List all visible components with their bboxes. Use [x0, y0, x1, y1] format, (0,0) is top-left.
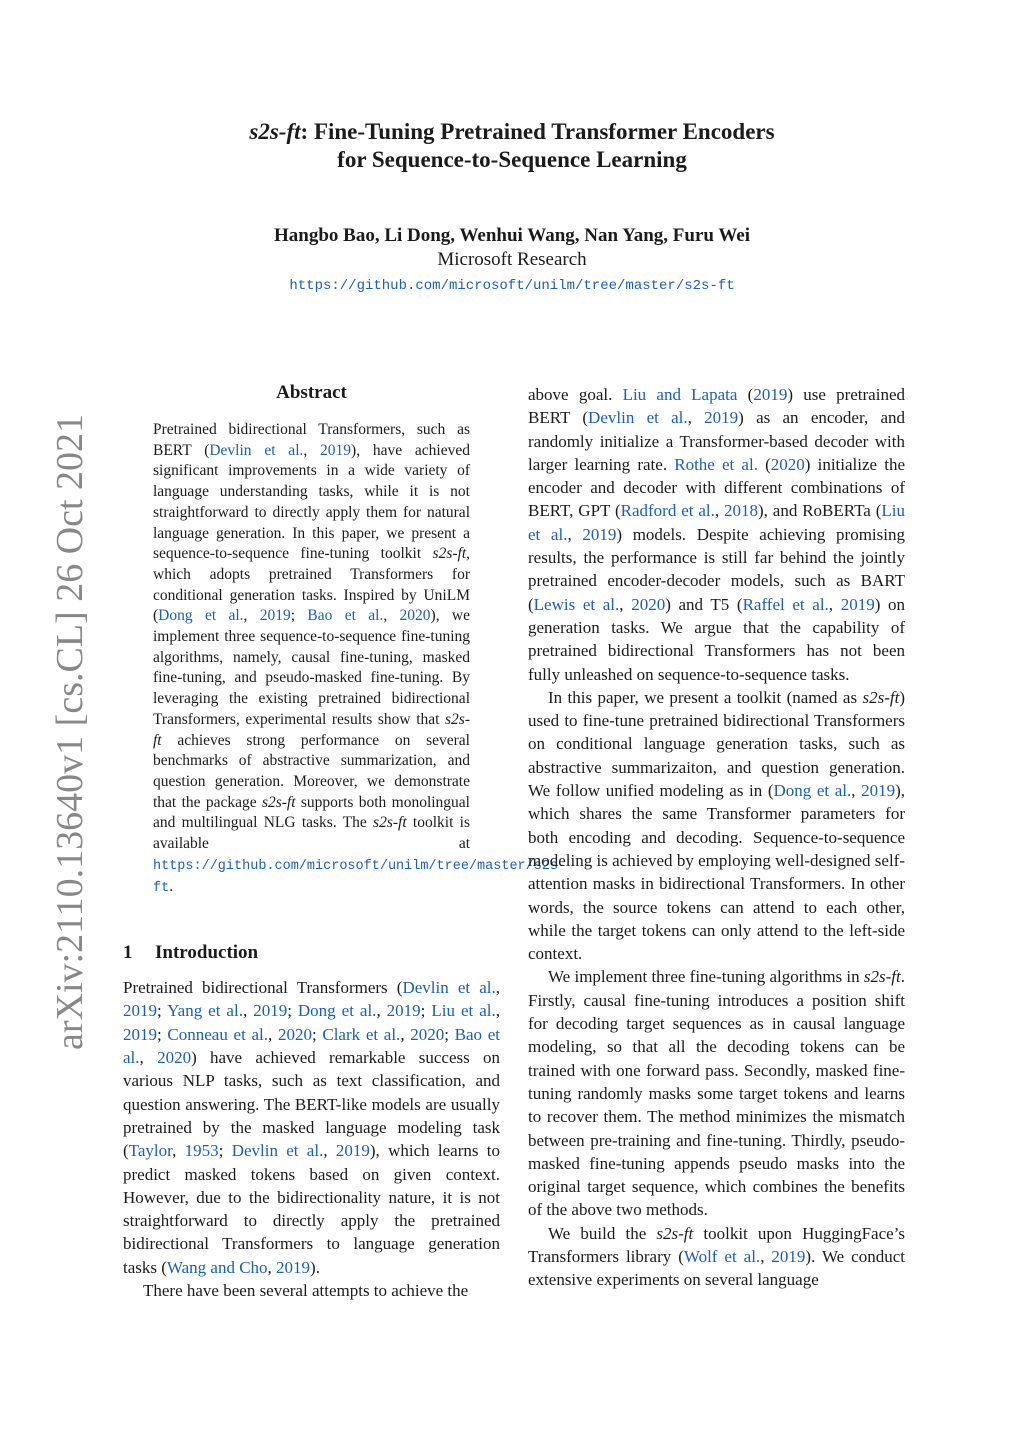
citation-link[interactable]: Taylor	[128, 1141, 173, 1161]
citation-link[interactable]: Dong et al.	[297, 1001, 377, 1021]
arxiv-watermark: arXiv:2110.13640v1 [cs.CL] 26 Oct 2021	[49, 413, 91, 1050]
citation-link[interactable]: 2019	[704, 408, 739, 428]
citation-link[interactable]: Yang et al.	[167, 1001, 243, 1021]
citation-link[interactable]: 2019	[123, 1001, 157, 1021]
citation-link[interactable]: Conneau et al.	[167, 1024, 269, 1044]
citation-link[interactable]: 2019	[335, 1141, 370, 1161]
left-column	[123, 380, 567, 1302]
citation-link[interactable]: Liu et al.	[528, 501, 905, 544]
citation-link[interactable]: 2018	[724, 501, 759, 521]
citation-link[interactable]: Rothe et al.	[674, 454, 758, 474]
citation-link[interactable]: 2019	[582, 524, 617, 544]
citation-link[interactable]: Wang and Cho	[166, 1257, 268, 1277]
intro-paragraph-5: We build the s2s-ft toolkit upon HuggingFace’s Transformers library (Wolf et al., 2019). We conduct extensive experiments on several language	[528, 1223, 905, 1290]
citation-link[interactable]: 2019	[861, 781, 896, 801]
citation-link[interactable]: Devlin et al.	[588, 408, 688, 428]
intro-paragraph-2-continued: above goal. Liu and Lapata (2019) use pretrained BERT (Devlin et al., 2019) as an encoder, and randomly initialize a Transformer-based decoder with larger learning rate. Rothe et al. (2020) initialize the encoder and decoder with different combinations of BERT, GPT (Radford et al., 2018), and RoBERTa (Liu et al., 2019) models. Despite achieving promising results, the performance is still far behind the jointly pretrained encoder-decoder models, such as BART (Lewis et al., 2020) and T5 (Raffel et al., 2019) on generation tasks. We argue that the capability of pretrained bidirectional Transformers has not been fully unleashed on sequence-to-sequence tasks.	[528, 385, 905, 684]
citation-link[interactable]: Wolf et al.	[683, 1246, 761, 1266]
intro-paragraph-3: In this paper, we present a toolkit (named as s2s-ft) used to fine-tune pretrained bidirectional Transformers on conditional language generation tasks, such as abstractive summarizaiton, and question generation. We follow unified modeling as in (Dong et al., 2019), which shares the same Transformer parameters for both encoding and decoding. Sequence-to-sequence modeling is achieved by employing well-designed self-attention masks in bidirectional Transformers. In other words, the source tokens can attend to each other, while the target tokens can only attend to the left-side context.	[528, 687, 906, 964]
citation-link[interactable]: 2019	[840, 594, 875, 614]
citation-link[interactable]: 2019	[123, 1024, 157, 1044]
abstract-heading: Abstract	[276, 382, 347, 403]
intro-paragraph-1: Pretrained bidirectional Transformers (Devlin et al., 2019; Yang et al., 2019; Dong et al., 2019; Liu et al., 2019; Conneau et al., 2020; Clark et al., 2020; Bao et al., 2020) have achieved remarkable success on various NLP tasks, such as text classification, and question answering. The BERT-like models are usually pretrained by the masked language modeling task (Taylor, 1953; Devlin et al., 2019), which learns to predict masked tokens based on given context. However, due to the bidirectionality nature, it is not straightforward to directly apply the pretrained bidirectional Transformers to language generation tasks (Wang and Cho, 2019).	[123, 978, 501, 1277]
author-list: Hangbo Bao, Li Dong, Wenhui Wang, Nan Yang, Furu Wei	[273, 225, 751, 246]
citation-link[interactable]: Dong et al.	[158, 607, 244, 625]
citation-link[interactable]: Devlin et al.	[402, 978, 496, 998]
citation-link[interactable]: 2019	[753, 385, 788, 404]
intro-paragraph-2: There have been several attempts to achieve the	[143, 1281, 469, 1301]
citation-link[interactable]: Lewis et al.	[533, 594, 620, 614]
citation-link[interactable]: Bao et al.	[123, 1024, 501, 1068]
citation-link[interactable]: 1953	[184, 1141, 219, 1161]
citation-link[interactable]: Dong et al.	[773, 781, 852, 801]
abstract-repo-link[interactable]: https://github.com/microsoft/unilm/tree/master/s2s-ft	[153, 858, 567, 897]
citation-link[interactable]: 2020	[399, 607, 431, 625]
citation-link[interactable]: Clark et al.	[322, 1024, 401, 1044]
title-toolkit-name: s2s-ft	[249, 119, 301, 144]
citation-link[interactable]: 2020	[770, 454, 805, 474]
citation-link[interactable]: 2020	[410, 1024, 445, 1044]
citation-link[interactable]: 2020	[631, 594, 666, 614]
citation-link[interactable]: Radford et al.	[620, 501, 715, 521]
right-column	[528, 383, 905, 1292]
repository-link[interactable]: https://github.com/microsoft/unilm/tree/master/s2s-ft	[289, 278, 735, 294]
citation-link[interactable]: 2019	[276, 1257, 311, 1277]
citation-link[interactable]: 2020	[277, 1024, 312, 1044]
citation-link[interactable]: 2020	[157, 1048, 192, 1068]
citation-link[interactable]: Devlin et al.	[209, 441, 304, 459]
citation-link[interactable]: Liu et al.	[431, 1001, 496, 1021]
citation-link[interactable]: 2019	[259, 607, 291, 625]
paper-title: s2s-ft: Fine-Tuning Pretrained Transformer Encoders for Sequence-to-Sequence Learning	[249, 119, 775, 172]
citation-link[interactable]: 2019	[386, 1001, 421, 1021]
citation-link[interactable]: 2019	[320, 441, 352, 459]
citation-link[interactable]: Devlin et al.	[231, 1141, 324, 1161]
intro-paragraph-4: We implement three fine-tuning algorithms in s2s-ft. Firstly, causal fine-tuning introduces a position shift for decoding target sequences as in causal language modeling, so that all the decoding tokens can be trained with one forward pass. Secondly, masked fine-tuning randomly masks some target tokens and learns to recover them. The method minimizes the mismatch between pre-training and fine-tuning. Thirdly, pseudo-masked fine-tuning appends pseudo masks into the original target sequence, which combines the benefits of the above two methods.	[528, 967, 905, 1220]
section-heading-introduction: 1 Introduction	[123, 942, 259, 964]
citation-link[interactable]: Raffel et al.	[742, 594, 829, 614]
paper-header	[0, 118, 1024, 297]
citation-link[interactable]: Bao et al.	[307, 607, 384, 625]
abstract-text: Pretrained bidirectional Transformers, such as BERT (Devlin et al., 2019), have achieved significant improvements in a wide variety of language understanding tasks, while it is not straightforward to directly apply them for natural language generation. In this paper, we present a sequence-to-sequence fine-tuning toolkit s2s-ft, which adopts pretrained Transformers for conditional generation tasks. Inspired by UniLM (Dong et al., 2019; Bao et al., 2020), we implement three sequence-to-sequence fine-tuning algorithms, namely, causal fine-tuning, masked fine-tuning, and pseudo-masked fine-tuning. By leveraging the existing pretrained bidirectional Transformers, experimental results show that s2s-ft achieves strong performance on several benchmarks of abstractive summarization, and question generation. Moreover, we demonstrate that the package s2s-ft supports both monolingual and multilingual NLG tasks. The s2s-ft toolkit is available at https://github.com/microsoft/unilm/tree/master/s2s-ft.	[153, 421, 567, 897]
citation-link[interactable]: 2019	[771, 1246, 806, 1266]
affiliation: Microsoft Research	[437, 249, 587, 270]
citation-link[interactable]: Liu and Lapata	[622, 385, 738, 404]
citation-link[interactable]: 2019	[253, 1001, 288, 1021]
